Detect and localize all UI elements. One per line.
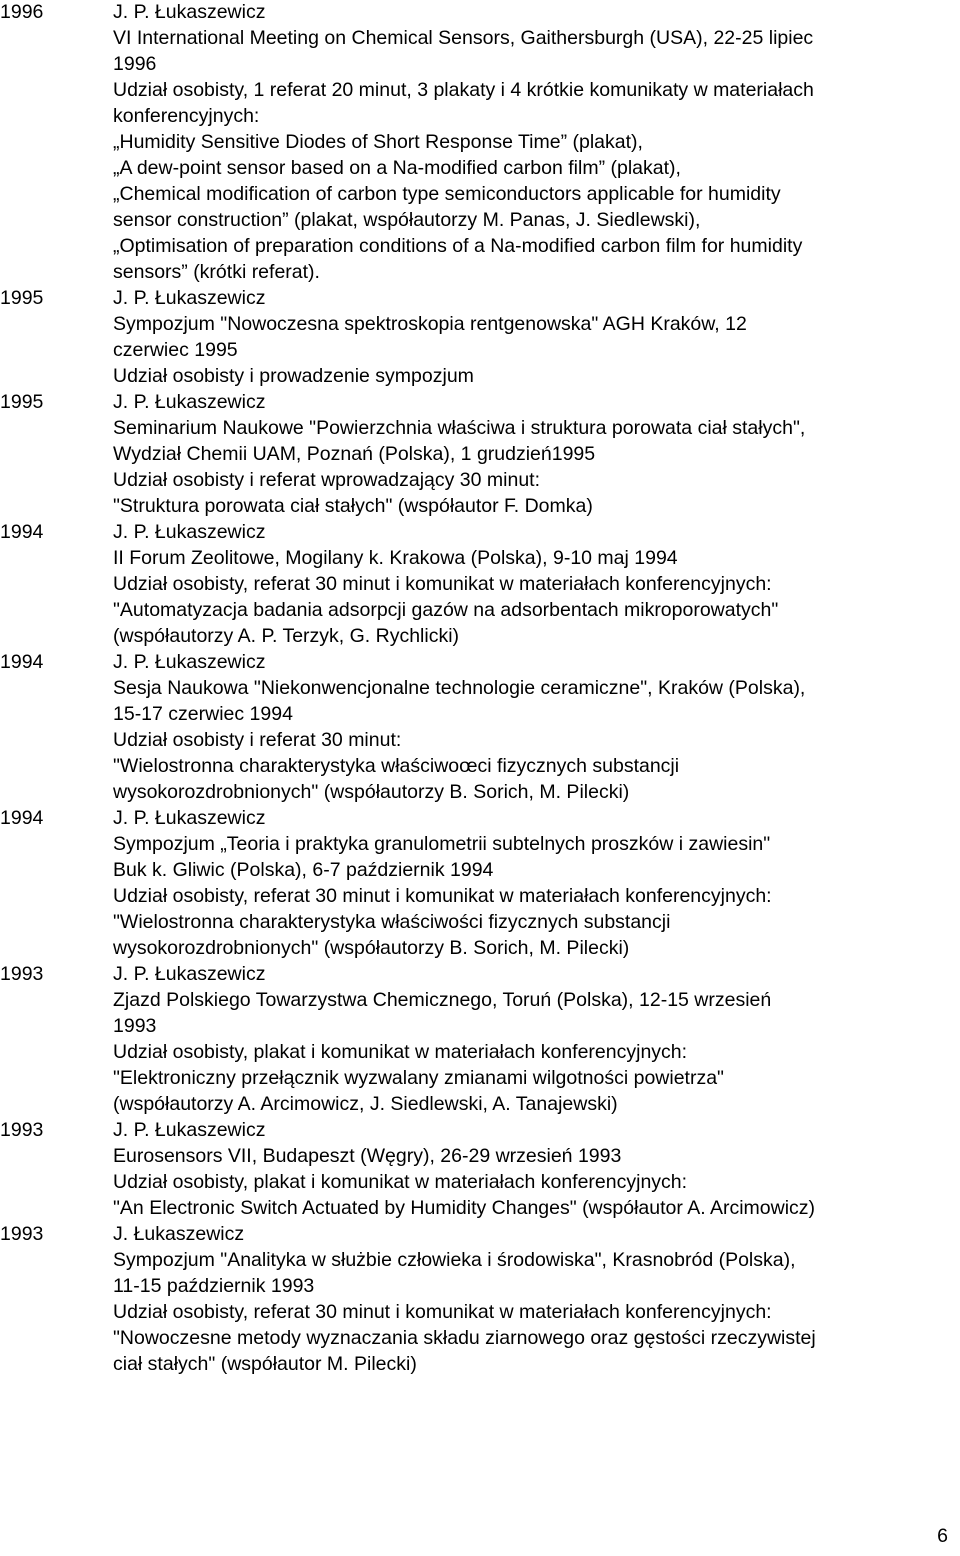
entry-author: J. P. Łukaszewicz [113, 521, 266, 543]
entry-line: „Humidity Sensitive Diodes of Short Response Time” (plakat), [113, 131, 643, 153]
entry-body [113, 285, 960, 389]
conference-entry [0, 805, 960, 961]
entry-line: II Forum Zeolitowe, Mogilany k. Krakowa (Polska), 9-10 maj 1994 [113, 547, 678, 569]
entry-line: Udział osobisty, plakat i komunikat w materiałach konferencyjnych: [113, 1041, 688, 1063]
entry-line: konferencyjnych: [113, 105, 260, 127]
entry-line: (współautorzy A. Arcimowicz, J. Siedlewski, A. Tanajewski) [113, 1093, 618, 1115]
conference-entry [0, 961, 960, 1117]
conference-entry [0, 1221, 960, 1377]
entry-line: Wydział Chemii UAM, Poznań (Polska), 1 grudzień1995 [113, 443, 596, 465]
conference-entry [0, 285, 960, 389]
entry-author: J. P. Łukaszewicz [113, 807, 266, 829]
entry-line: Udział osobisty i prowadzenie sympozjum [113, 365, 474, 387]
entry-body [113, 389, 960, 519]
conference-entry [0, 519, 960, 649]
conference-entry [0, 389, 960, 519]
entry-line: czerwiec 1995 [113, 339, 238, 361]
entry-year: 1996 [0, 1, 44, 23]
entry-line: Udział osobisty, plakat i komunikat w materiałach konferencyjnych: [113, 1171, 688, 1193]
entry-year: 1994 [0, 651, 44, 673]
conference-entry [0, 0, 960, 285]
entry-year: 1993 [0, 963, 44, 985]
entry-line: sensor construction” (plakat, współautorzy M. Panas, J. Siedlewski), [113, 209, 701, 231]
entry-line: „A dew-point sensor based on a Na-modified carbon film” (plakat), [113, 157, 681, 179]
entry-line: ciał stałych" (współautor M. Pilecki) [113, 1353, 417, 1375]
entry-year: 1994 [0, 807, 44, 829]
entry-line: Sympozjum "Nowoczesna spektroskopia rentgenowska" AGH Kraków, 12 [113, 313, 747, 335]
entry-author: J. P. Łukaszewicz [113, 651, 266, 673]
entry-line: "Nowoczesne metody wyznaczania składu ziarnowego oraz gęstości rzeczywistej [113, 1327, 816, 1349]
entry-author: J. P. Łukaszewicz [113, 1119, 266, 1141]
entry-author: J. Łukaszewicz [113, 1223, 245, 1245]
entry-body [113, 649, 960, 805]
entry-line: Zjazd Polskiego Towarzystwa Chemicznego, Toruń (Polska), 12-15 wrzesień [113, 989, 772, 1011]
entry-line: 1993 [113, 1015, 157, 1037]
entry-line: 15-17 czerwiec 1994 [113, 703, 293, 725]
entry-line: Buk k. Gliwic (Polska), 6-7 październik 1994 [113, 859, 494, 881]
entry-line: (współautorzy A. P. Terzyk, G. Rychlicki) [113, 625, 460, 647]
entry-line: Udział osobisty, referat 30 minut i komunikat w materiałach konferencyjnych: [113, 1301, 772, 1323]
entry-line: Udział osobisty, 1 referat 20 minut, 3 plakaty i 4 krótkie komunikaty w materiałach [113, 79, 814, 101]
entry-body [113, 519, 960, 649]
entry-line: Udział osobisty i referat 30 minut: [113, 729, 402, 751]
entry-line: Udział osobisty, referat 30 minut i komunikat w materiałach konferencyjnych: [113, 885, 772, 907]
entry-body [113, 961, 960, 1117]
entry-year: 1995 [0, 391, 44, 413]
entry-line: Sesja Naukowa "Niekonwencjonalne technologie ceramiczne", Kraków (Polska), [113, 677, 806, 699]
entry-year: 1995 [0, 287, 44, 309]
entry-line: „Optimisation of preparation conditions of a Na-modified carbon film for humidity [113, 235, 803, 257]
entry-line: "Elektroniczny przełącznik wyzwalany zmianami wilgotności powietrza" [113, 1067, 724, 1089]
entry-author: J. P. Łukaszewicz [113, 1, 266, 23]
entry-line: "Wielostronna charakterystyka właściwoœci fizycznych substancji [113, 755, 680, 777]
entry-line: „Chemical modification of carbon type semiconductors applicable for humidity [113, 183, 781, 205]
entry-body [113, 0, 960, 285]
conference-entry [0, 1117, 960, 1221]
entry-body [113, 805, 960, 961]
entry-body [113, 1221, 960, 1377]
entry-line: VI International Meeting on Chemical Sensors, Gaithersburgh (USA), 22-25 lipiec [113, 27, 814, 49]
entry-line: sensors” (krótki referat). [113, 261, 320, 283]
entry-line: Sympozjum "Analityka w służbie człowieka i środowiska", Krasnobród (Polska), [113, 1249, 796, 1271]
entry-year: 1993 [0, 1119, 44, 1141]
conference-entry [0, 649, 960, 805]
entry-line: 11-15 październik 1993 [113, 1275, 315, 1297]
entry-author: J. P. Łukaszewicz [113, 963, 266, 985]
entry-line: "Wielostronna charakterystyka właściwości fizycznych substancji [113, 911, 671, 933]
entry-line: wysokorozdrobnionych" (współautorzy B. Sorich, M. Pilecki) [113, 937, 630, 959]
entry-line: Udział osobisty, referat 30 minut i komunikat w materiałach konferencyjnych: [113, 573, 772, 595]
entry-body [113, 1117, 960, 1221]
entry-line: Seminarium Naukowe "Powierzchnia właściwa i struktura porowata ciał stałych", [113, 417, 806, 439]
page-number: 6 [937, 1525, 948, 1547]
entry-author: J. P. Łukaszewicz [113, 391, 266, 413]
entry-year: 1993 [0, 1223, 44, 1245]
entry-line: "Automatyzacja badania adsorpcji gazów na adsorbentach mikroporowatych" [113, 599, 779, 621]
entry-line: Udział osobisty i referat wprowadzający 30 minut: [113, 469, 541, 491]
entry-line: Eurosensors VII, Budapeszt (Węgry), 26-29 wrzesień 1993 [113, 1145, 622, 1167]
entry-line: "Struktura porowata ciał stałych" (współautor F. Domka) [113, 495, 593, 517]
entry-year: 1994 [0, 521, 44, 543]
entry-line: 1996 [113, 53, 157, 75]
entry-line: wysokorozdrobnionych" (współautorzy B. Sorich, M. Pilecki) [113, 781, 630, 803]
entry-author: J. P. Łukaszewicz [113, 287, 266, 309]
entry-line: "An Electronic Switch Actuated by Humidity Changes" (współautor A. Arcimowicz) [113, 1197, 816, 1219]
entry-line: Sympozjum „Teoria i praktyka granulometrii subtelnych proszków i zawiesin" [113, 833, 771, 855]
